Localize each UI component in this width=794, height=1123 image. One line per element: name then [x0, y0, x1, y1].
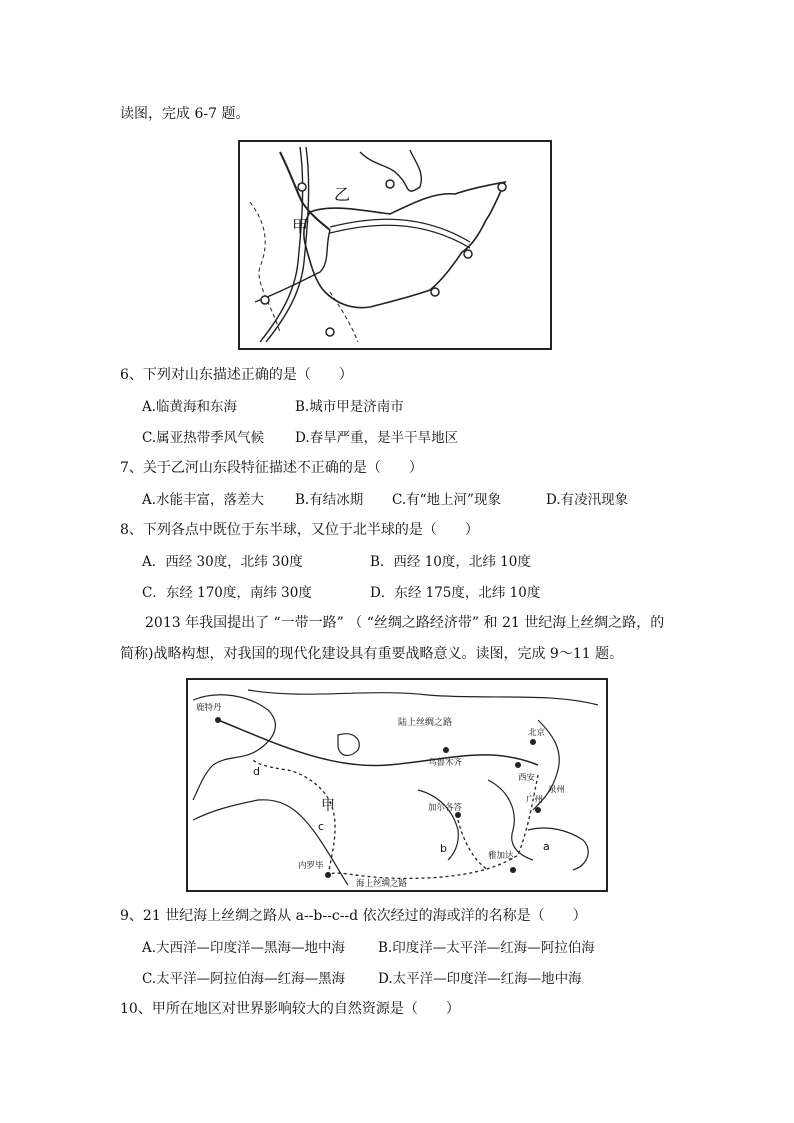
label-land-silk-road: 陆上丝绸之路 — [398, 718, 453, 728]
q6-option-d[interactable]: D.春旱严重，是半干旱地区 — [295, 430, 459, 446]
q9-stem: 9、21 世纪海上丝绸之路从 a--b--c--d 依次经过的海或洋的名称是（ ） — [120, 908, 587, 924]
label-quanzhou: 泉州 — [548, 785, 566, 795]
q8-option-c[interactable]: C．东经 170度，南纬 30度 — [142, 585, 312, 601]
belt-road-map — [186, 678, 608, 892]
q6-option-a[interactable]: A.临黄海和东海 — [142, 399, 238, 415]
passage-line-2: 简称)战略构想，对我国的现代化建设具有重要战略意义。读图，完成 9～11 题。 — [120, 646, 624, 662]
q10-stem: 10、甲所在地区对世界影响较大的自然资源是（ ） — [120, 1001, 460, 1017]
q7-option-b[interactable]: B.有结冰期 — [295, 492, 364, 508]
label-d: d — [253, 765, 260, 778]
shandong-map-drawing — [240, 142, 550, 348]
label-jia-region: 甲 — [321, 798, 335, 814]
q8-stem: 8、下列各点中既位于东半球，又位于北半球的是（ ） — [120, 522, 479, 538]
belt-road-map-drawing — [188, 680, 606, 890]
label-xian: 西安 — [518, 773, 536, 783]
intro-6-7: 读图，完成 6-7 题。 — [120, 106, 250, 122]
q8-option-b[interactable]: B．西经 10度，北纬 10度 — [370, 554, 531, 570]
q9-option-a[interactable]: A.大西洋—印度洋—黑海—地中海 — [142, 940, 346, 956]
label-urumqi: 乌鲁木齐 — [428, 758, 463, 768]
q9-option-b[interactable]: B.印度洋—太平洋—红海—阿拉伯海 — [378, 940, 595, 956]
q7-stem: 7、关于乙河山东段特征描述不正确的是（ ） — [120, 460, 423, 476]
q6-option-c[interactable]: C.属亚热带季风气候 — [142, 430, 265, 446]
shandong-map — [238, 140, 552, 350]
passage-line-1: 2013 年我国提出了 “一带一路” （ “丝绸之路经济带” 和 21 世纪海上丝绸之路，的 — [145, 615, 665, 631]
q6-option-b[interactable]: B.城市甲是济南市 — [295, 399, 404, 415]
label-b: b — [440, 842, 447, 855]
q6-stem: 6、下列对山东描述正确的是（ ） — [120, 367, 353, 383]
q8-option-a[interactable]: A．西经 30度，北纬 30度 — [142, 554, 303, 570]
label-guangzhou: 广州 — [526, 795, 544, 805]
q7-option-a[interactable]: A.水能丰富，落差大 — [142, 492, 265, 508]
label-nairobi: 内罗毕 — [298, 861, 324, 871]
label-beijing: 北京 — [528, 728, 546, 738]
q8-option-d[interactable]: D．东经 175度，北纬 10度 — [370, 585, 541, 601]
label-jakarta: 雅加达 — [488, 851, 514, 861]
label-yi: 乙 — [334, 185, 351, 204]
q9-option-c[interactable]: C.太平洋—阿拉伯海—红海—黑海 — [142, 971, 346, 987]
label-a: a — [543, 840, 550, 853]
label-maritime-silk-road: 海上丝绸之路 — [356, 879, 408, 889]
label-jia: 甲 — [292, 217, 309, 236]
q9-option-d[interactable]: D.太平洋—印度洋—红海—地中海 — [378, 971, 582, 987]
label-rotterdam: 鹿特丹 — [196, 703, 222, 713]
label-c: c — [318, 820, 325, 833]
label-kolkata: 加尔各答 — [428, 803, 463, 813]
q7-option-d[interactable]: D.有凌汛现象 — [546, 492, 629, 508]
q7-option-c[interactable]: C.有“地上河”现象 — [392, 492, 501, 508]
